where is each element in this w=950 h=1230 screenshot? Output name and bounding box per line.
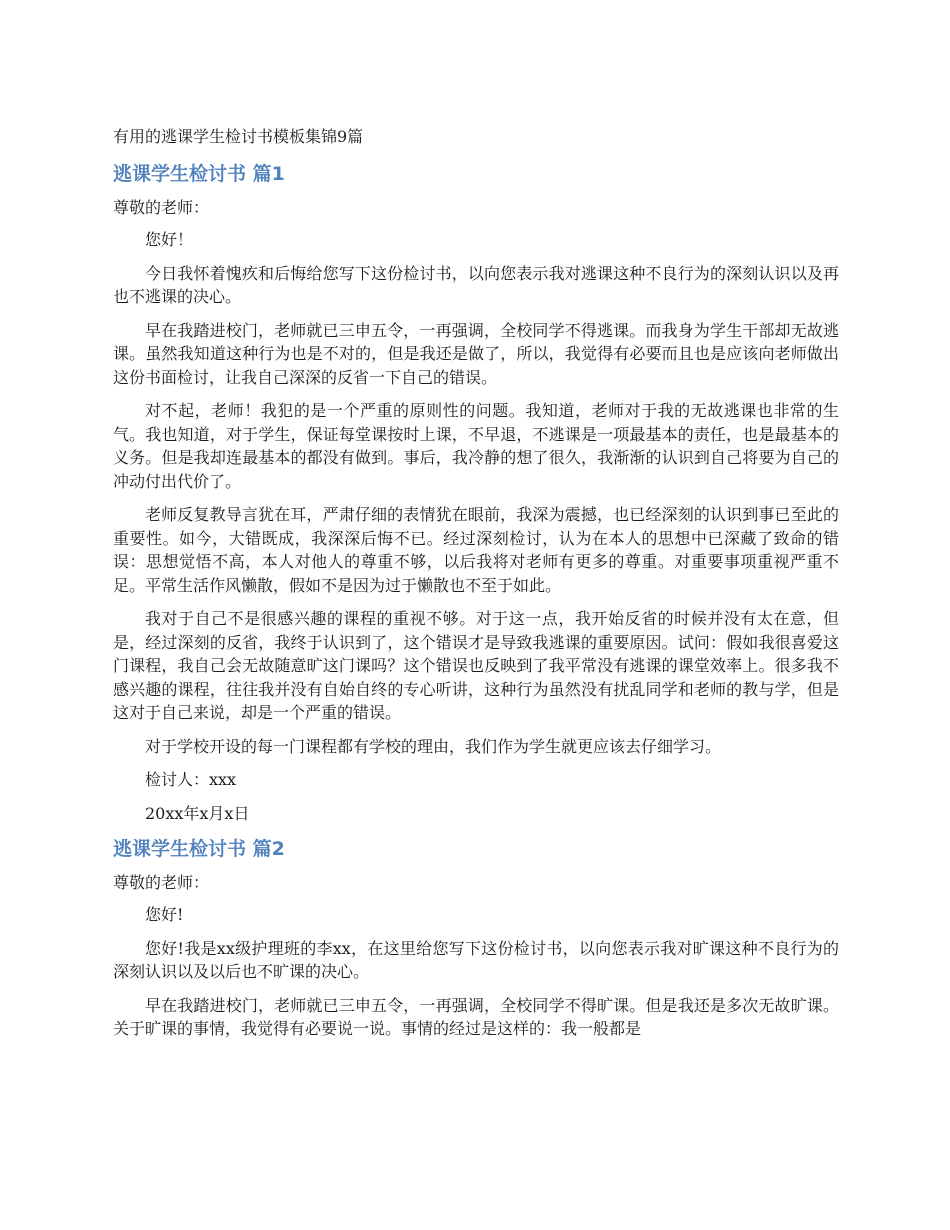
paragraph: 今日我怀着愧疚和后悔给您写下这份检讨书，以向您表示我对逃课这种不良行为的深刻认识以及再也不逃课的决心。 [113,263,839,306]
section-2 [113,835,839,1041]
paragraph: 早在我踏进校门，老师就已三申五令，一再强调，全校同学不得旷课。但是我还是多次无故旷课。关于旷课的事情，我觉得有必要说一说。事情的经过是这样的：我一般都是 [113,995,839,1038]
section-1 [113,160,839,825]
section-heading: 逃课学生检讨书 篇2 [113,838,285,860]
paragraph: 早在我踏进校门，老师就已三申五令，一再强调，全校同学不得逃课。而我身为学生干部却无故逃课。虽然我知道这种行为也是不对的，但是我还是做了，所以，我觉得有必要而且也是应该向老师做出这份书面检讨，让我自己深深的反省一下自己的错误。 [113,320,839,387]
signature-line: 检讨人：xxx [145,770,237,789]
section-heading: 逃课学生检讨书 篇1 [113,163,285,185]
paragraph: 您好！ [145,230,194,249]
document-page [113,124,839,1051]
paragraph: 对于学校开设的每一门课程都有学校的理由，我们作为学生就更应该去仔细学习。 [145,736,722,756]
paragraph: 对不起，老师！我犯的是一个严重的原则性的问题。我知道，老师对于我的无故逃课也非常的生气。我也知道，对于学生，保证每堂课按时上课，不早退，不逃课是一项最基本的责任，也是最基本的义务。但是我却连最基本的都没有做到。事后，我冷静的想了很久，我渐渐的认识到自己将要为自己的冲动付出代价了。 [113,401,839,491]
paragraph: 您好!我是xx级护理班的李xx，在这里给您写下这份检讨书，以向您表示我对旷课这种不良行为的深刻认识以及以后也不旷课的决心。 [113,938,839,981]
salutation: 尊敬的老师： [113,873,210,892]
paragraph: 您好! [145,905,184,924]
date-line: 20xx年x月x日 [145,803,250,823]
paragraph: 老师反复教导言犹在耳，严肃仔细的表情犹在眼前，我深为震撼，也已经深刻的认识到事已至此的重要性。如今，大错既成，我深深后悔不已。经过深刻检讨，认为在本人的思想中已深藏了致命的错误：思想觉悟不高，本人对他人的尊重不够，以后我将对老师有更多的尊重。对重要事项重视严重不足。平常生活作风懒散，假如不是因为过于懒散也不至于如此。 [113,505,839,595]
salutation: 尊敬的老师： [113,198,210,217]
document-title: 有用的逃课学生检讨书模板集锦9篇 [113,127,364,146]
paragraph: 我对于自己不是很感兴趣的课程的重视不够。对于这一点，我开始反省的时候并没有太在意，但是，经过深刻的反省，我终于认识到了，这个错误才是导致我逃课的重要原因。试问：假如我很喜爱这门课程，我自己会无故随意旷这门课吗？这个错误也反映到了我平常没有逃课的课堂效率上。很多我不感兴趣的课程，往往我并没有自始自终的专心听讲，这种行为虽然没有扰乱同学和老师的教与学，但是这对于自己来说，却是一个严重的错误。 [113,609,839,722]
